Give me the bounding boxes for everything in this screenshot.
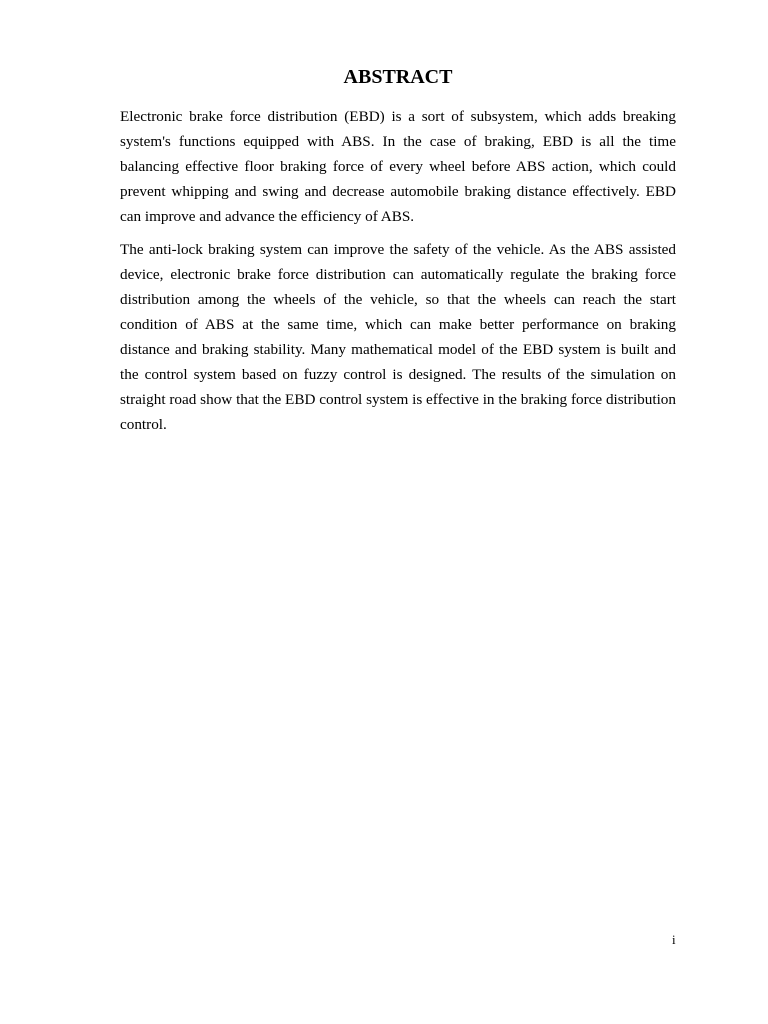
page-title: ABSTRACT — [343, 66, 453, 88]
page-number: i — [672, 932, 676, 947]
abstract-body — [120, 104, 676, 445]
abstract-paragraph-1: Electronic brake force distribution (EBD) is a sort of subsystem, which adds breaking system's functions equipped with ABS. In the case of braking, EBD is all the time balancing effective floor braking force of every wheel before ABS action, which could prevent whipping and swing and decrease automobile braking distance effectively. EBD can improve and advance the efficiency of ABS. — [120, 108, 676, 225]
abstract-paragraph-2: The anti-lock braking system can improve the safety of the vehicle. As the ABS assisted device, electronic brake force distribution can automatically regulate the braking force distribution among the wheels of the vehicle, so that the wheels can reach the start condition of ABS at the same time, which can make better performance on braking distance and braking stability. Many mathematical model of the EBD system is built and the control system based on fuzzy control is designed. The results of the simulation on straight road show that the EBD control system is effective in the braking force distribution control. — [120, 241, 676, 433]
